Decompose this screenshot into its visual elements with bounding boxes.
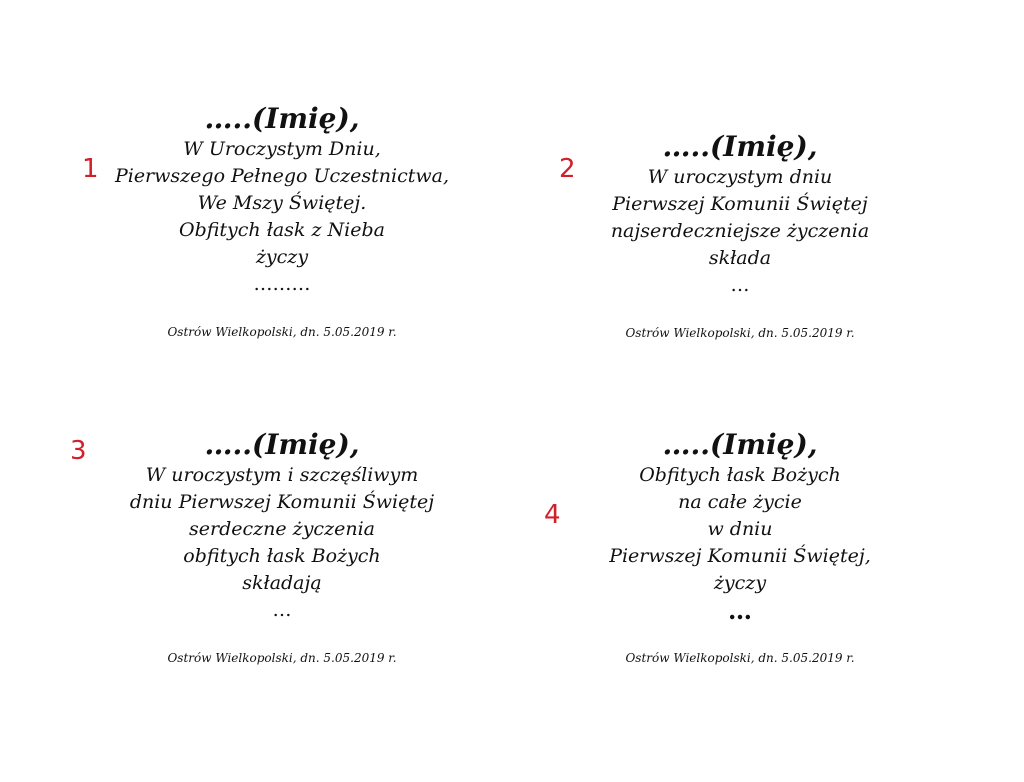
card-footer-date: Ostrów Wielkopolski, dn. 5.05.2019 r. (167, 325, 397, 339)
card-line: W Uroczystym Dniu, (183, 138, 381, 160)
card-line: Pierwszej Komunii Świętej, (609, 545, 871, 567)
card-line: składają (242, 572, 322, 594)
card-number-3: 3 (70, 436, 87, 466)
card-line: najserdeczniejsze życzenia (610, 220, 870, 242)
card-title: …..(Imię), (662, 130, 818, 163)
card-line: Pierwszej Komunii Świętej (612, 193, 868, 215)
greeting-card-1 (62, 102, 502, 352)
greeting-card-4 (520, 428, 960, 678)
card-number-2: 2 (559, 154, 576, 184)
card-line: We Mszy Świętej. (197, 192, 367, 214)
card-title: …..(Imię), (204, 102, 360, 135)
card-line: składa (708, 247, 772, 269)
card-signature-dots: … (272, 599, 292, 621)
card-signature-dots: … (730, 274, 750, 296)
card-number-4: 4 (544, 500, 561, 530)
card-footer-date: Ostrów Wielkopolski, dn. 5.05.2019 r. (167, 651, 397, 665)
card-signature-dots: ……… (253, 273, 311, 295)
card-line: Pierwszego Pełnego Uczestnictwa, (114, 165, 450, 187)
card-title: …..(Imię), (204, 428, 360, 461)
card-footer-date: Ostrów Wielkopolski, dn. 5.05.2019 r. (625, 651, 855, 665)
card-footer-date: Ostrów Wielkopolski, dn. 5.05.2019 r. (625, 326, 855, 340)
card-line: W uroczystym dniu (647, 166, 833, 188)
card-number-1: 1 (82, 154, 99, 184)
card-signature-dots: … (728, 596, 752, 625)
card-line: życzy (255, 246, 309, 268)
card-title: …..(Imię), (662, 428, 818, 461)
card-line: Obfitych łask Bożych (639, 464, 841, 486)
card-line: obfitych łask Bożych (183, 545, 381, 567)
card-line: życzy (713, 572, 767, 594)
card-line: serdeczne życzenia (189, 518, 375, 540)
greeting-card-3 (62, 428, 502, 678)
card-line: W uroczystym i szczęśliwym (145, 464, 419, 486)
greeting-card-2 (520, 130, 960, 353)
card-line: w dniu (707, 518, 773, 540)
card-line: dniu Pierwszej Komunii Świętej (129, 491, 435, 513)
card-line: na całe życie (678, 491, 802, 513)
card-line: Obfitych łask z Nieba (179, 219, 385, 241)
